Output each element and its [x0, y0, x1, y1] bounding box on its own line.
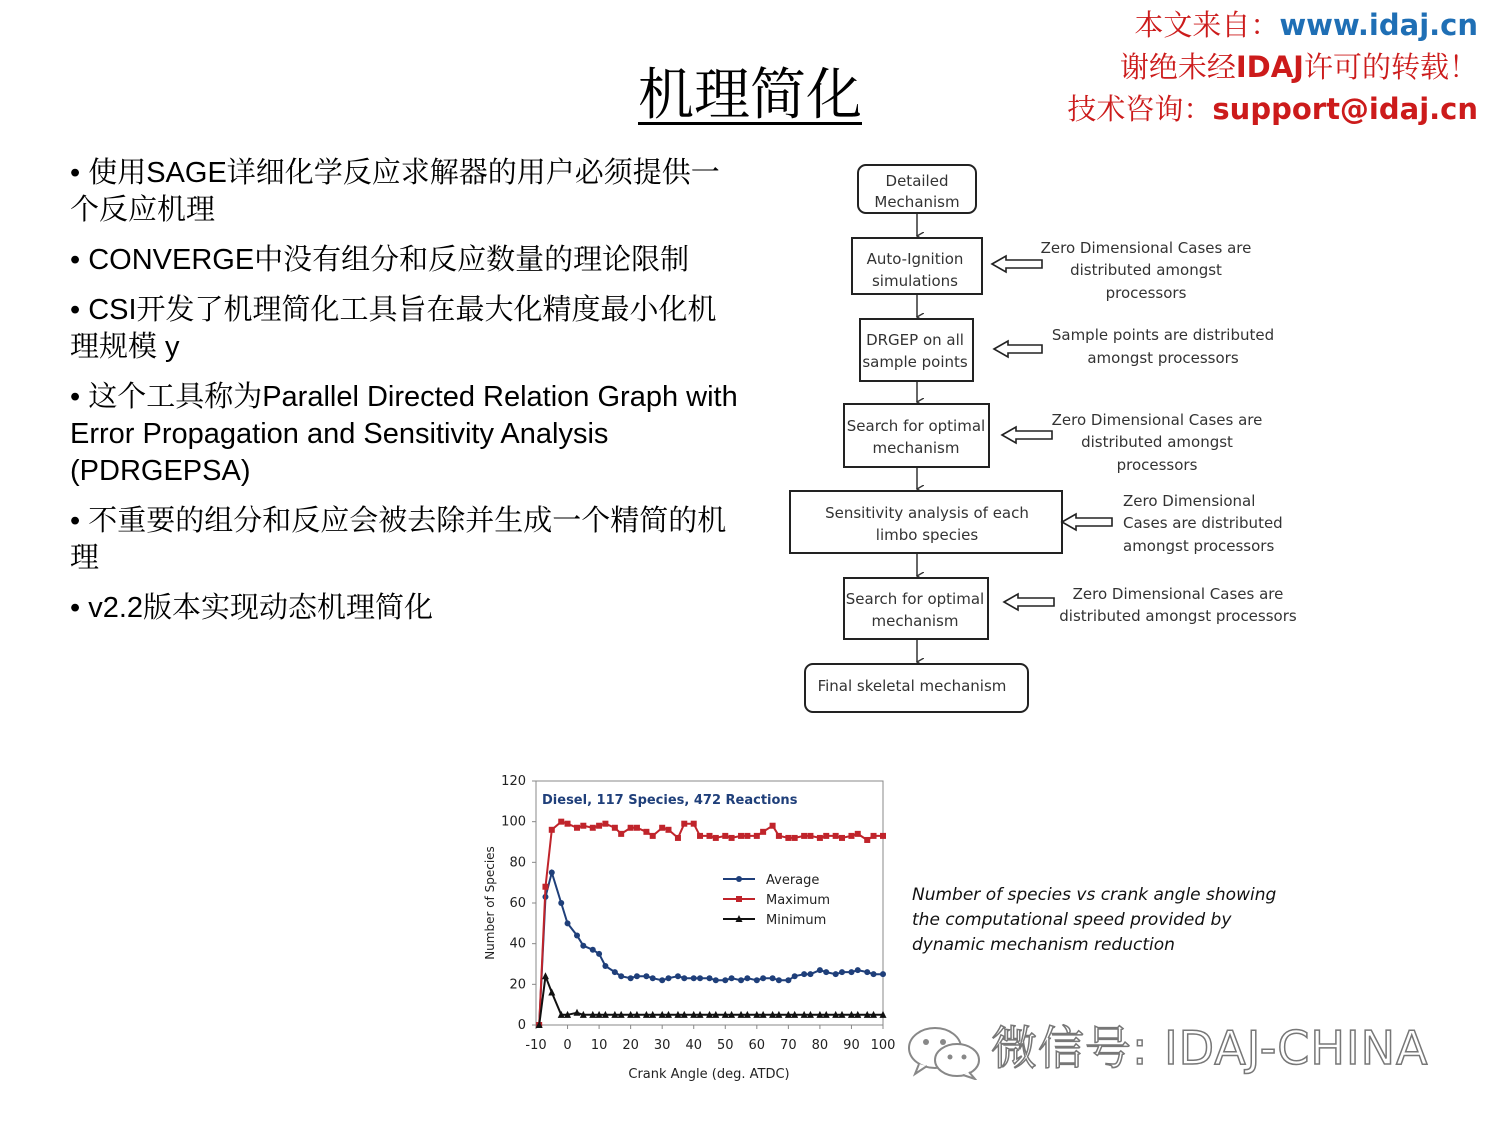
flow-note-text: Zero Dimensional Cases are [1051, 411, 1263, 429]
flow-note-text: amongst processors [1087, 349, 1239, 367]
legend-label: Average [766, 873, 820, 888]
data-point [823, 969, 829, 975]
data-point [785, 977, 791, 983]
chart-caption [912, 883, 1302, 958]
flow-step-text: mechanism [872, 439, 960, 457]
data-point [776, 833, 782, 839]
bullet-list [70, 155, 740, 640]
data-point [855, 967, 861, 973]
x-tick-label: 30 [653, 1038, 671, 1053]
flow-note-text: Sample points are distributed [1051, 326, 1275, 344]
y-axis-ticks [501, 774, 536, 1033]
x-tick-label: 80 [811, 1038, 829, 1053]
data-point [864, 969, 870, 975]
bullet-item: • v2.2版本实现动态机理简化 [70, 592, 434, 624]
caption-line: Number of species vs crank angle showing [912, 885, 1277, 905]
data-point [659, 977, 665, 983]
data-point [792, 835, 798, 841]
caption-line: the computational speed provided by [912, 910, 1232, 930]
hollow-arrow-icon [994, 341, 1042, 357]
y-tick-label: 100 [501, 814, 526, 830]
data-point [602, 963, 608, 969]
data-point [817, 835, 823, 841]
slide-title [0, 60, 1500, 132]
data-point [707, 975, 713, 981]
flow-note-text: Zero Dimensional Cases are [1072, 585, 1284, 603]
flow-note-text: Zero Dimensional Cases are [1040, 239, 1252, 257]
flow-note-text: distributed amongst [1081, 433, 1233, 451]
data-point [785, 835, 791, 841]
data-point [643, 829, 649, 835]
bullet-item: • 使用SAGE详细化学反应求解器的用户必须提供一个反应机理 [70, 157, 720, 226]
data-point [855, 831, 861, 837]
legend-label: Minimum [766, 913, 827, 928]
x-tick-label: 100 [870, 1038, 896, 1053]
data-point [744, 975, 750, 981]
flow-note-text: processors [1105, 284, 1187, 302]
data-point [839, 969, 845, 975]
watermark-contact-label: 技术咨询： [1067, 92, 1213, 126]
data-point [770, 975, 776, 981]
x-tick-label: 70 [780, 1038, 797, 1053]
data-point [590, 947, 596, 953]
x-tick-label: 20 [622, 1038, 639, 1053]
data-point [612, 825, 618, 831]
data-point [691, 975, 697, 981]
data-point [792, 973, 798, 979]
flow-step-text: Search for optimal [846, 417, 986, 435]
data-point [848, 969, 854, 975]
x-tick-label: -10 [525, 1038, 547, 1053]
bullet-item: • CONVERGE中没有组分和反应数量的理论限制 [70, 244, 690, 276]
data-point [880, 833, 886, 839]
data-point [839, 835, 845, 841]
flow-note-text: Cases are distributed [1123, 514, 1283, 532]
data-point [634, 825, 640, 831]
data-point [628, 825, 634, 831]
data-point [871, 833, 877, 839]
data-point [628, 975, 634, 981]
data-point [665, 975, 671, 981]
data-point [580, 943, 586, 949]
data-point [650, 833, 656, 839]
flow-step-text: mechanism [871, 612, 959, 630]
data-point [776, 977, 782, 983]
y-tick-label: 0 [517, 1018, 526, 1033]
chart-title: Diesel, 117 Species, 472 Reactions [542, 793, 798, 808]
flow-step-text: simulations [871, 272, 959, 290]
data-point [722, 977, 728, 983]
hollow-arrow-icon [1002, 427, 1052, 443]
hollow-arrow-icon [992, 256, 1042, 272]
data-point [707, 833, 713, 839]
data-point [736, 876, 742, 882]
flow-step-box [844, 404, 989, 467]
data-point [549, 870, 555, 876]
x-tick-label: 50 [716, 1038, 734, 1053]
wechat-watermark [905, 1018, 1465, 1082]
data-point [675, 835, 681, 841]
data-point [612, 969, 618, 975]
data-point [565, 920, 571, 926]
data-point [665, 827, 671, 833]
slide-title-text: 机理简化 [638, 63, 862, 128]
flow-step-text: Sensitivity analysis of each [825, 504, 1029, 522]
data-point [760, 829, 766, 835]
data-point [549, 827, 555, 833]
watermark-notice-a: 谢绝未经 [1119, 50, 1236, 84]
legend [723, 873, 830, 928]
flow-step-text: sample points [862, 353, 968, 371]
data-point [565, 821, 571, 827]
caption-line: dynamic mechanism reduction [912, 935, 1175, 955]
data-point [697, 833, 703, 839]
watermark-site-link[interactable]: www.idaj.cn [1279, 8, 1478, 42]
flow-step-text: Final skeletal mechanism [817, 677, 1007, 695]
data-point [864, 837, 870, 843]
wechat-id-label: 微信号: IDAJ-CHINA [991, 1021, 1429, 1075]
data-point [871, 971, 877, 977]
data-point [760, 975, 766, 981]
data-point [681, 975, 687, 981]
flow-note-text: amongst processors [1123, 537, 1275, 555]
x-tick-label: 10 [590, 1038, 608, 1053]
data-point [848, 833, 854, 839]
data-point [596, 951, 602, 957]
data-point [801, 971, 807, 977]
flowchart-svg [780, 160, 1320, 720]
x-tick-label: 0 [563, 1038, 572, 1053]
data-point [542, 884, 548, 890]
data-point [643, 973, 649, 979]
data-point [729, 835, 735, 841]
data-point [602, 821, 608, 827]
data-point [574, 933, 580, 939]
plot-area [536, 781, 883, 1025]
watermark-email-link[interactable]: support@idaj.cn [1212, 92, 1478, 126]
hollow-arrow-icon [1004, 594, 1054, 610]
flow-step-text: Detailed [885, 172, 949, 190]
y-tick-label: 80 [509, 855, 526, 871]
y-axis-label: Number of Species [483, 846, 497, 960]
x-axis-ticks [525, 1025, 895, 1053]
legend-label: Maximum [766, 893, 831, 908]
flow-step-box [860, 319, 973, 381]
species-chart [470, 768, 900, 1088]
data-point [817, 967, 823, 973]
data-point [770, 823, 776, 829]
chart-svg [470, 768, 900, 1088]
flow-note-text: distributed amongst [1070, 261, 1222, 279]
flow-note-text: processors [1116, 456, 1198, 474]
flow-note-text: distributed amongst processors [1059, 607, 1297, 625]
data-point [754, 977, 760, 983]
data-point [697, 975, 703, 981]
data-point [833, 971, 839, 977]
bullet-item: • 这个工具称为Parallel Directed Relation Graph with Error Propagation and Sensitivity Analysis (PDRGEPSA) [70, 381, 738, 487]
data-point [823, 833, 829, 839]
watermark-line-1 [1067, 4, 1478, 46]
x-axis-label: Crank Angle (deg. ATDC) [628, 1067, 790, 1082]
data-point [691, 821, 697, 827]
data-point [744, 833, 750, 839]
data-point [738, 977, 744, 983]
data-point [736, 896, 742, 902]
data-point [634, 973, 640, 979]
data-point [580, 823, 586, 829]
watermark-notice-c: 许可的转载！ [1303, 50, 1478, 84]
data-point [713, 977, 719, 983]
data-point [713, 835, 719, 841]
data-point [659, 825, 665, 831]
x-tick-label: 40 [685, 1038, 703, 1053]
y-tick-label: 60 [509, 896, 526, 911]
data-point [596, 823, 602, 829]
data-point [807, 971, 813, 977]
watermark-source-label: 本文来自： [1134, 8, 1280, 42]
data-point [650, 975, 656, 981]
flowchart [780, 160, 1320, 720]
y-tick-label: 40 [509, 936, 526, 952]
y-tick-label: 20 [509, 977, 526, 993]
x-tick-label: 90 [843, 1038, 860, 1053]
data-point [754, 833, 760, 839]
data-point [675, 973, 681, 979]
bullet-item: • 不重要的组分和反应会被去除并生成一个精简的机理 [70, 505, 727, 574]
x-tick-label: 60 [748, 1038, 766, 1053]
wechat-icon [905, 1024, 985, 1080]
flow-step-text: DRGEP on all [866, 331, 964, 349]
flow-step-text: Mechanism [874, 193, 960, 211]
data-point [880, 971, 886, 977]
data-point [722, 833, 728, 839]
data-point [574, 825, 580, 831]
flow-note-text: Zero Dimensional [1123, 492, 1256, 510]
data-point [618, 973, 624, 979]
data-point [590, 825, 596, 831]
flow-step-text: limbo species [875, 526, 979, 544]
y-tick-label: 120 [501, 774, 526, 789]
flow-step-text: Auto-Ignition [866, 250, 964, 268]
data-point [681, 821, 687, 827]
watermark-notice-brand: IDAJ [1235, 50, 1304, 84]
data-point [729, 975, 735, 981]
data-point [558, 819, 564, 825]
data-point [807, 833, 813, 839]
flow-step-text: Search for optimal [845, 590, 985, 608]
bullet-item: • CSI开发了机理简化工具旨在最大化精度最小化机理规模 y [70, 294, 717, 363]
data-point [558, 900, 564, 906]
data-point [618, 831, 624, 837]
data-point [738, 833, 744, 839]
data-point [833, 833, 839, 839]
hollow-arrow-icon [1062, 514, 1112, 530]
data-point [801, 833, 807, 839]
